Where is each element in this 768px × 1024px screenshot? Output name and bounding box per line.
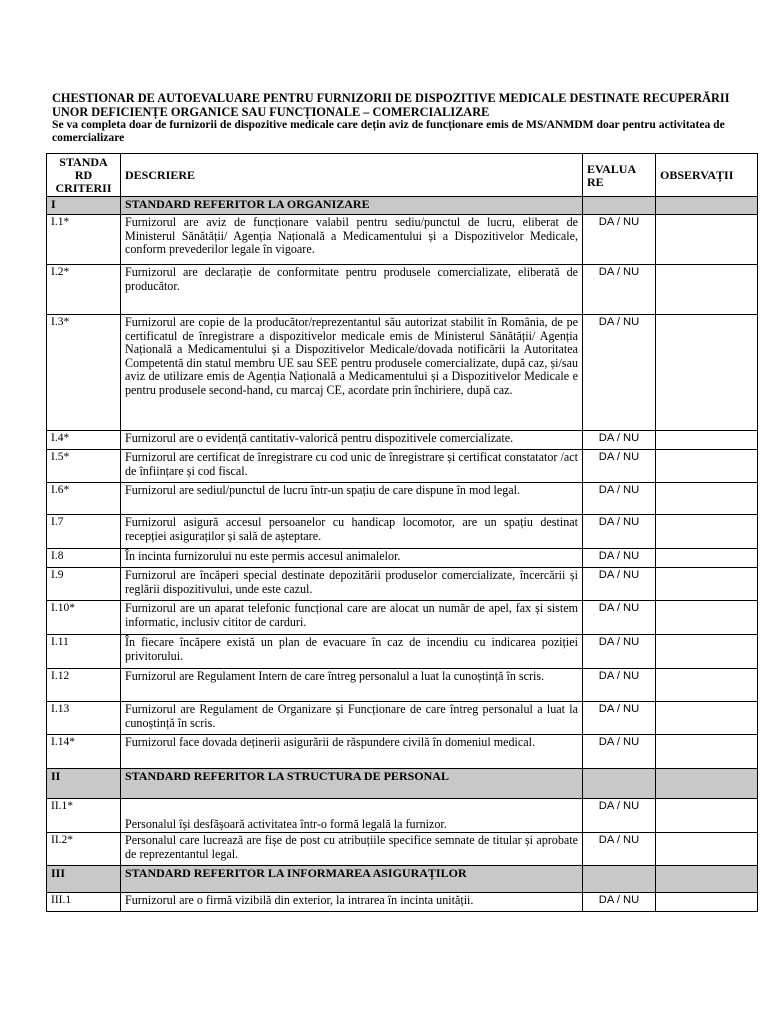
criterion-code: I.3* [47,315,121,431]
observations-field[interactable] [656,799,758,833]
observations-field[interactable] [656,515,758,549]
observations-field[interactable] [656,483,758,515]
evaluation-field[interactable]: DA / NU [583,515,656,549]
column-header-observations: OBSERVAȚII [656,154,758,197]
criterion-description: Furnizorul are încăperi special destinate depozitării produselor comercializate, încercării și reglării dispozitivului, unde este cazul. [121,568,583,601]
observations-field[interactable] [656,735,758,769]
criterion-description: Furnizorul face dovada deținerii asigurării de răspundere civilă în domeniul medical. [121,735,583,769]
evaluation-field[interactable]: DA / NU [583,893,656,912]
criterion-description: În incinta furnizorului nu este permis accesul animalelor. [121,549,583,568]
criterion-description: Furnizorul are un aparat telefonic funcțional care are alocat un număr de apel, fax și sistem informatic, inclusiv cititor de carduri. [121,601,583,635]
observations-field[interactable] [656,568,758,601]
evaluation-field[interactable]: DA / NU [583,669,656,702]
section-code: II [47,769,121,799]
observations-field[interactable] [656,265,758,315]
criterion-description: Furnizorul are o evidență cantitativ-valorică pentru dispozitivele comercializate. [121,431,583,450]
criterion-code: I.1* [47,215,121,265]
evaluation-field[interactable]: DA / NU [583,568,656,601]
column-header-description: DESCRIERE [121,154,583,197]
column-header-standard: STANDA RD CRITERII [47,154,121,197]
evaluation-field[interactable]: DA / NU [583,450,656,483]
table-row [47,669,758,702]
table-row [47,265,758,315]
observations-field[interactable] [656,702,758,735]
document-header [52,92,762,144]
criterion-code: II.1* [47,799,121,833]
section-code: I [47,197,121,215]
evaluation-field[interactable]: DA / NU [583,702,656,735]
criterion-code: I.11 [47,635,121,669]
questionnaire-table [46,153,758,912]
criterion-description: Furnizorul are copie de la producător/reprezentantul său autorizat stabilit în România, de pe certificatul de înregistrare a dispozitivelor medicale emis de Ministerul Sănătății/ Agenția Națională a Medicamentului și a Dispozitivelor Medicale/dovada notificării la Autoritatea Competentă din statul membru UE sau SEE pentru produsele comercializate, după caz, și/sau aviz de utilizare emis de Agenția Națională a Medicamentului și a Dispozitivelor Medicale e pentru produsele second-hand, cu marcaj CE, acordate prin închiriere, după caz. [121,315,583,431]
table-row [47,702,758,735]
criterion-description: Furnizorul asigură accesul persoanelor cu handicap locomotor, are un spațiu destinat recepției asiguraților și sală de așteptare. [121,515,583,549]
evaluation-field[interactable]: DA / NU [583,735,656,769]
criterion-code: I.8 [47,549,121,568]
table-row [47,893,758,912]
observations-field[interactable] [656,833,758,866]
observations-field[interactable] [656,315,758,431]
evaluation-field[interactable]: DA / NU [583,431,656,450]
criterion-code: I.10* [47,601,121,635]
table-row [47,450,758,483]
criterion-code: I.9 [47,568,121,601]
observations-field[interactable] [656,215,758,265]
table-row [47,833,758,866]
table-header-row [47,154,758,197]
table-row [47,483,758,515]
evaluation-field[interactable]: DA / NU [583,215,656,265]
table-row [47,735,758,769]
table-row [47,215,758,265]
evaluation-field[interactable]: DA / NU [583,799,656,833]
section-code: III [47,866,121,893]
evaluation-field[interactable]: DA / NU [583,635,656,669]
evaluation-field[interactable]: DA / NU [583,315,656,431]
criterion-description: Furnizorul are certificat de înregistrare cu cod unic de înregistrare și certificat constatator /act de înființare și cod fiscal. [121,450,583,483]
criterion-description: Furnizorul are aviz de funcționare valabil pentru sediu/punctul de lucru, eliberat de Ministerul Sănătății/ Agenția Națională a Medicamentului și a Dispozitivelor Medicale, conform prevederilor legale în vigoare. [121,215,583,265]
criterion-code: I.7 [47,515,121,549]
document-title-line-2: UNOR DEFICIENȚE ORGANICE SAU FUNCȚIONALE – COMERCIALIZARE [52,104,490,119]
observations-field[interactable] [656,635,758,669]
section-row-information [47,866,758,893]
criterion-description: Personalul își desfășoară activitatea într-o formă legală la furnizor. [121,799,583,833]
criterion-description: În fiecare încăpere există un plan de evacuare în caz de incendiu cu indicarea poziției privitorului. [121,635,583,669]
criterion-description: Furnizorul are declarație de conformitate pentru produsele comercializate, eliberată de producător. [121,265,583,315]
criterion-code: II.2* [47,833,121,866]
table-row [47,549,758,568]
table-row [47,568,758,601]
table-row [47,799,758,833]
evaluation-field[interactable]: DA / NU [583,483,656,515]
section-row-personnel [47,769,758,799]
table-row [47,601,758,635]
section-title: STANDARD REFERITOR LA ORGANIZARE [121,197,583,215]
observations-field[interactable] [656,669,758,702]
observations-field[interactable] [656,431,758,450]
criterion-code: I.13 [47,702,121,735]
column-header-evaluation: EVALUA RE [583,154,656,197]
evaluation-field[interactable]: DA / NU [583,265,656,315]
observations-field[interactable] [656,450,758,483]
criterion-code: I.5* [47,450,121,483]
criterion-code: I.4* [47,431,121,450]
section-title: STANDARD REFERITOR LA STRUCTURA DE PERSONAL [121,769,583,799]
criterion-description: Furnizorul are o firmă vizibilă din exterior, la intrarea în incinta unității. [121,893,583,912]
evaluation-field[interactable]: DA / NU [583,601,656,635]
table-row [47,635,758,669]
criterion-description: Personalul care lucrează are fișe de post cu atribuțiile specifice semnate de titular și aprobate de reprezentantul legal. [121,833,583,866]
observations-field[interactable] [656,549,758,568]
table-row [47,515,758,549]
section-row-organization [47,197,758,215]
observations-field[interactable] [656,601,758,635]
criterion-code: I.12 [47,669,121,702]
criterion-code: I.2* [47,265,121,315]
observations-field[interactable] [656,893,758,912]
criterion-description: Furnizorul are Regulament de Organizare și Funcționare de care întreg personalul a luat la cunoștință în scris. [121,702,583,735]
criterion-code: I.6* [47,483,121,515]
criterion-code: III.1 [47,893,121,912]
table-row [47,315,758,431]
document-subtitle: Se va completa doar de furnizorii de dispozitive medicale care dețin aviz de funcționare emis de MS/ANMDM doar pentru activitatea de comercializare [52,118,725,144]
evaluation-field[interactable]: DA / NU [583,833,656,866]
document-title-line-1: CHESTIONAR DE AUTOEVALUARE PENTRU FURNIZORII DE DISPOZITIVE MEDICALE DESTINATE RECUPERĂRII [52,91,730,105]
criterion-code: I.14* [47,735,121,769]
table-row [47,431,758,450]
evaluation-field[interactable]: DA / NU [583,549,656,568]
criterion-description: Furnizorul are sediul/punctul de lucru într-un spațiu de care dispune în mod legal. [121,483,583,515]
criterion-description: Furnizorul are Regulament Intern de care întreg personalul a luat la cunoștință în scris. [121,669,583,702]
section-title: STANDARD REFERITOR LA INFORMAREA ASIGURAȚILOR [121,866,583,893]
